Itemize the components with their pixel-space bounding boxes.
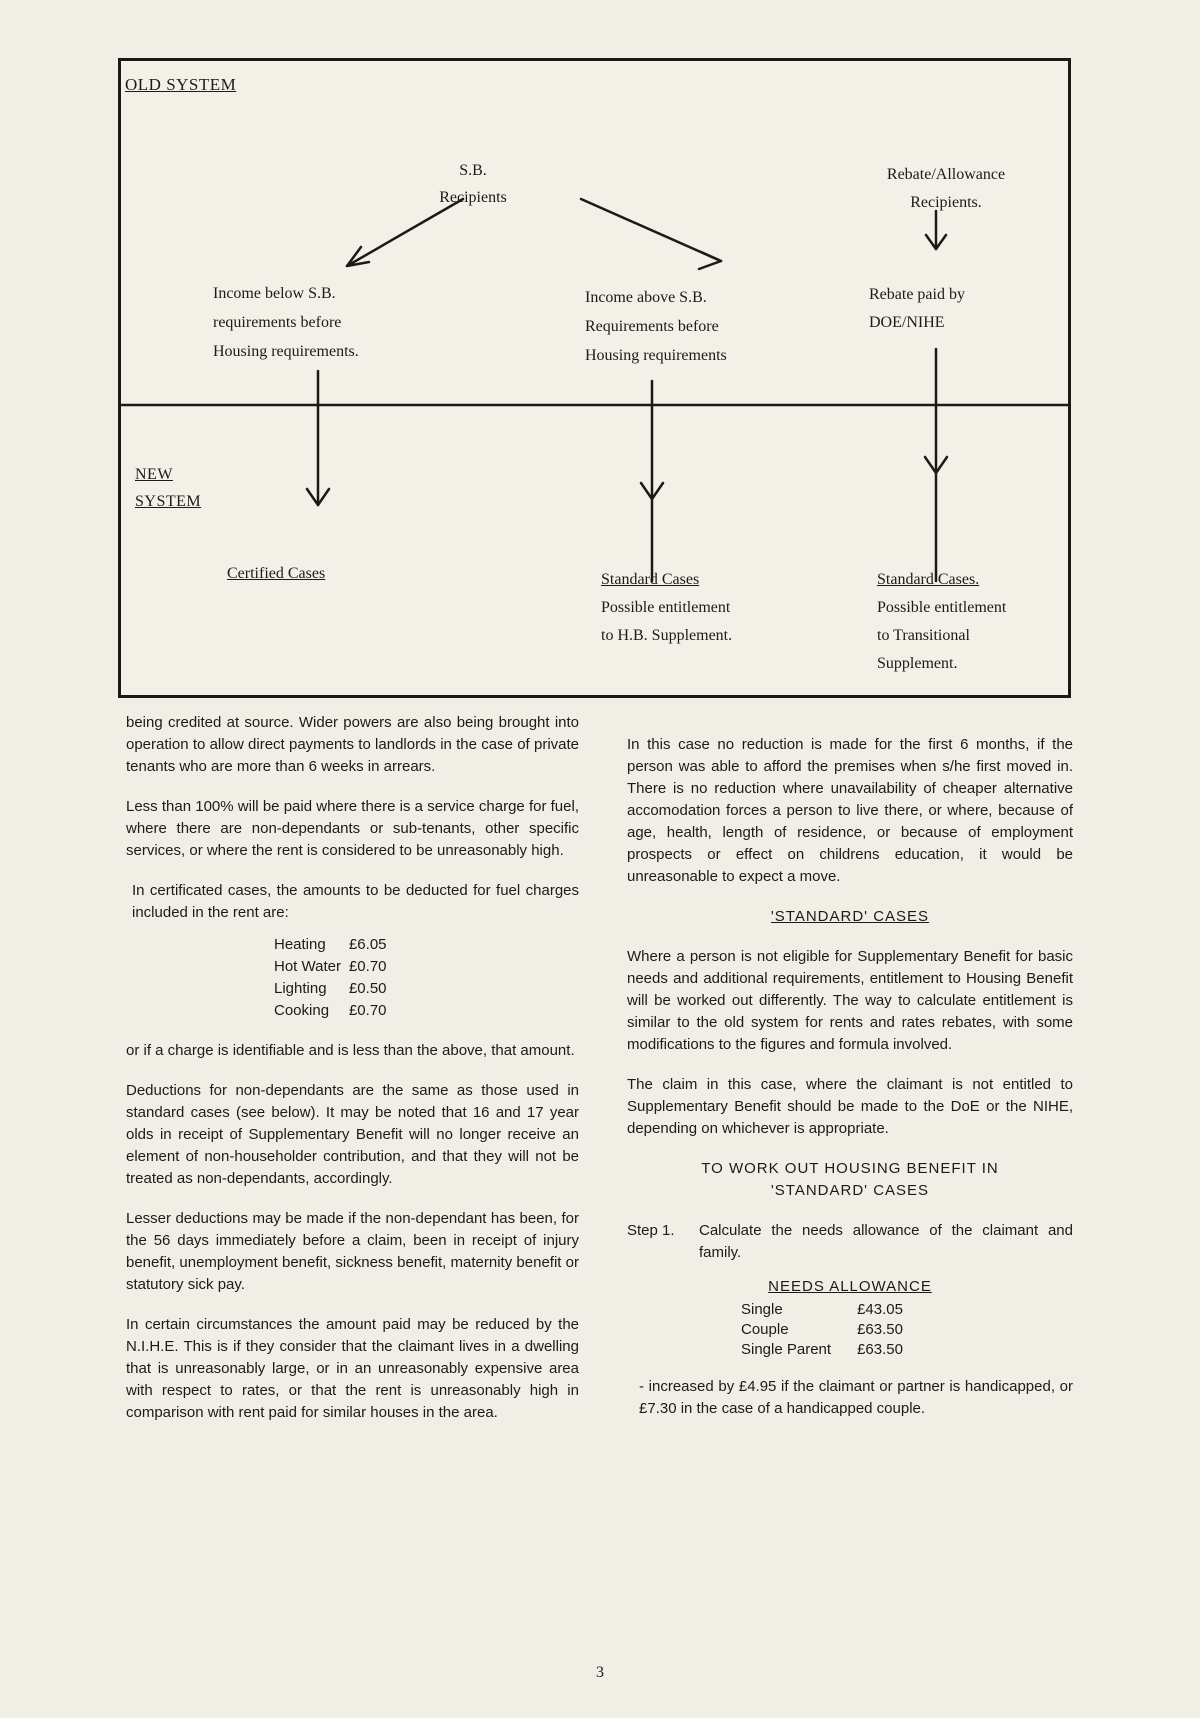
- left-paragraph-4: Deductions for non-dependants are the same as those used in standard cases (see below). It may be noted that 16 and 17 year olds in receipt of Supplementary Benefit will no longer receive an element of non-householder contribution, and that they will not be treated as non-dependants, accordingly.: [126, 1082, 579, 1187]
- fuel-amount: £0.50: [348, 980, 387, 997]
- left-paragraph-2: Less than 100% will be paid where there is a service charge for fuel, where there are non-dependants or sub-tenants, other specific services, or where the rent is considered to be unreasonably high.: [126, 798, 579, 859]
- fuel-item: Heating: [274, 936, 326, 953]
- left-paragraph-3: or if a charge is identifiable and is less than the above, that amount.: [126, 1042, 575, 1059]
- certified-cases-label: Certified Cases: [227, 565, 326, 582]
- needs-type: Couple: [741, 1321, 789, 1338]
- needs-allowance: [627, 1276, 1073, 1360]
- fuel-item: Cooking: [274, 1002, 330, 1019]
- needs-amount: £63.50: [857, 1341, 903, 1358]
- rebate-paid-label: Rebate paid by DOE/NIHE: [869, 286, 965, 331]
- step-1: [627, 1220, 1073, 1264]
- new-system-label: NEW SYSTEM: [135, 466, 202, 510]
- needs-table: [741, 1300, 929, 1360]
- left-paragraph-1: being credited at source. Wider powers are also being brought into operation to allow direct payments to landlords in the case of private tenants who are more than 6 weeks in arrears.: [126, 714, 579, 775]
- handicap-note: - increased by £4.95 if the claimant or partner is handicapped, or £7.30 in the case of a handicapped couple.: [639, 1378, 1073, 1417]
- right-paragraph-1: In this case no reduction is made for the first 6 months, if the person was able to afford the premises when s/he first moved in. There is no reduction where unavailability of cheaper alternative accomodation forces a person to live there, or where, because of age, health, length of residence, or because of employment prospects or effect on childrens education, it would be unreasonable to expect a move.: [627, 736, 1073, 885]
- needs-row: [741, 1320, 929, 1340]
- left-column: [126, 712, 579, 1442]
- fuel-row: [274, 978, 395, 1000]
- standard-cases-2: [877, 566, 1067, 678]
- standard-cases-2-title: Standard Cases.: [877, 571, 980, 588]
- step-label: Step 1.: [627, 1222, 675, 1239]
- standard-cases-heading: 'STANDARD' CASES: [770, 908, 930, 925]
- left-paragraph-5: Lesser deductions may be made if the non-dependant has been, for the 56 days immediately before a claim, been in receipt of injury benefit, unemployment benefit, sickness benefit, maternity benefit or statutory sick pay.: [126, 1210, 579, 1293]
- fuel-row: [274, 956, 395, 978]
- sb-recipients-label: S.B. Recipients: [439, 162, 507, 206]
- system-diagram: [118, 58, 1071, 698]
- needs-type: Single Parent: [741, 1341, 832, 1358]
- fuel-amount: £0.70: [348, 1002, 387, 1019]
- fuel-row: [274, 1000, 395, 1022]
- fuel-item: Hot Water: [274, 958, 341, 975]
- standard-cases-2-text: Possible entitlement to Transitional Supplement.: [877, 599, 1007, 672]
- fuel-amount: £0.70: [348, 958, 387, 975]
- right-paragraph-3: The claim in this case, where the claimant is not entitled to Supplementary Benefit should be made to the DoE or the NIHE, depending on whichever is appropriate.: [627, 1076, 1073, 1137]
- fuel-item: Lighting: [274, 980, 327, 997]
- needs-amount: £43.05: [857, 1301, 903, 1318]
- step-text: Calculate the needs allowance of the claimant and family.: [699, 1222, 1073, 1261]
- rebate-recipients-label: Rebate/Allowance Recipients.: [886, 166, 1006, 211]
- standard-cases-1-text: Possible entitlement to H.B. Supplement.: [601, 599, 733, 644]
- needs-allowance-title: NEEDS ALLOWANCE: [768, 1278, 932, 1295]
- income-above-label: Income above S.B. Requirements before Housing requirements: [585, 289, 727, 364]
- needs-amount: £63.50: [857, 1321, 903, 1338]
- needs-type: Single: [741, 1301, 783, 1318]
- needs-row: [741, 1340, 929, 1360]
- income-below-label: Income below S.B. requirements before Housing requirements.: [213, 285, 359, 360]
- left-paragraph-6: In certain circumstances the amount paid may be reduced by the N.I.H.E. This is if they consider that the claimant lives in a dwelling that is unreasonably large, or in an unreasonably expensive area with respect to rates, or that the rent is unreasonably high in comparison with rent paid for similar houses in the area.: [126, 1316, 579, 1421]
- fuel-table: [274, 934, 395, 1022]
- right-paragraph-2: Where a person is not eligible for Supplementary Benefit for basic needs and additional requirements, entitlement to Housing Benefit will be worked out differently. The way to calculate entitlement is similar to the old system for rents and rates rebates, with some modifications to the figures and formula involved.: [627, 948, 1073, 1053]
- standard-cases-1: [601, 566, 821, 650]
- fuel-intro: In certificated cases, the amounts to be deducted for fuel charges included in the rent are:: [132, 882, 579, 921]
- fuel-deductions: [126, 880, 579, 1022]
- page-number: 3: [596, 1664, 604, 1681]
- work-out-heading: TO WORK OUT HOUSING BENEFIT IN 'STANDARD' CASES: [701, 1160, 999, 1199]
- fuel-amount: £6.05: [348, 936, 387, 953]
- old-system-label: OLD SYSTEM: [125, 75, 237, 94]
- needs-row: [741, 1300, 929, 1320]
- standard-cases-1-title: Standard Cases: [601, 571, 700, 588]
- fuel-row: [274, 934, 395, 956]
- arrow-right-head: [699, 252, 721, 269]
- right-column: [627, 734, 1073, 1420]
